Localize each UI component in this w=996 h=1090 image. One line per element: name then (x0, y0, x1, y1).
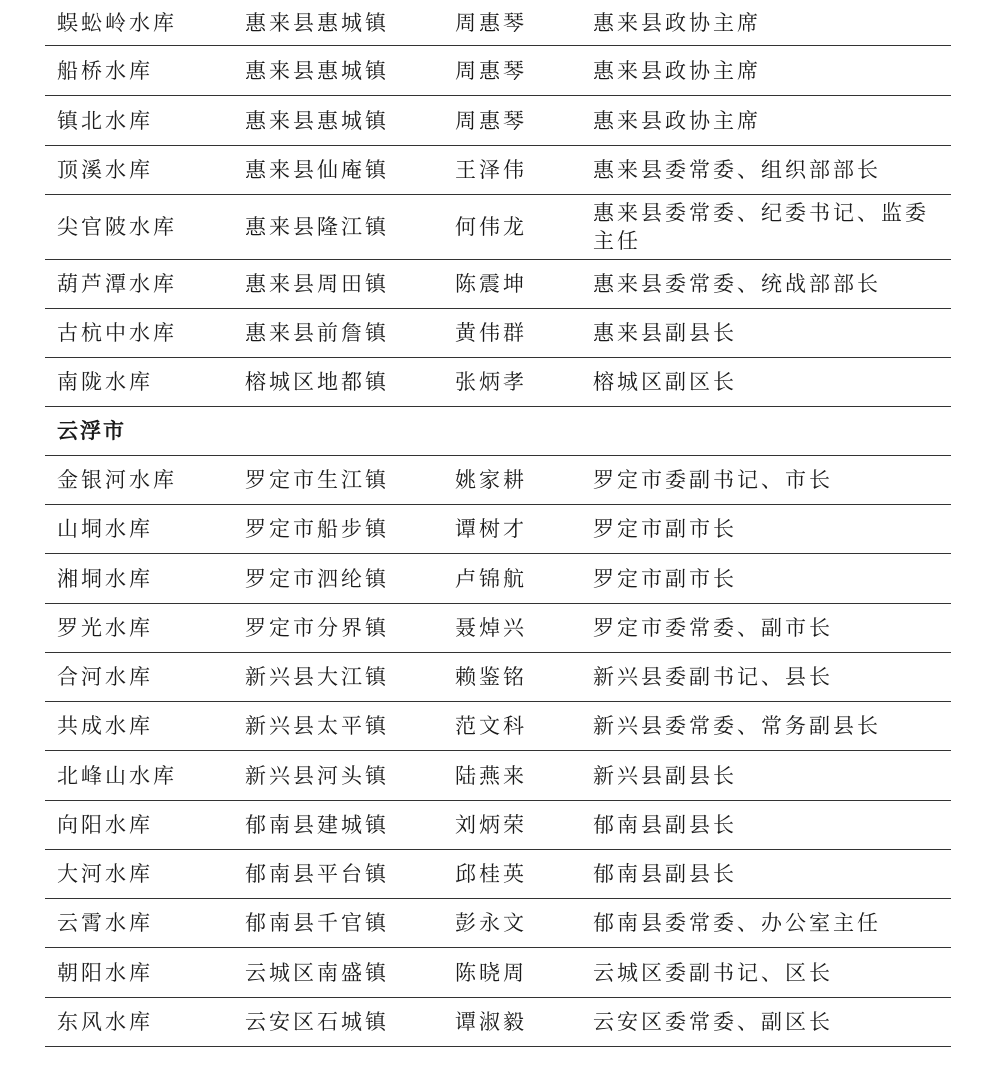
reservoir-name-cell: 罗光水库 (57, 616, 153, 640)
reservoir-name-cell: 云霄水库 (57, 911, 153, 935)
table-row (45, 554, 951, 604)
responsible-person-cell: 陈晓周 (455, 960, 527, 985)
position-cell: 惠来县政协主席 (593, 58, 761, 83)
table-row (45, 948, 951, 998)
location-cell: 惠来县惠城镇 (245, 10, 389, 35)
responsible-person-cell: 黄伟群 (455, 321, 527, 345)
table-row (45, 146, 951, 195)
position-cell: 惠来县委常委、纪委书记、监委主任 (593, 201, 929, 253)
reservoir-name-cell: 东风水库 (57, 1010, 153, 1034)
position-cell: 罗定市副市长 (593, 566, 737, 591)
reservoir-name-cell: 合河水库 (57, 665, 153, 689)
location-cell: 云安区石城镇 (245, 1010, 389, 1034)
reservoir-name-cell: 北峰山水库 (57, 763, 177, 788)
reservoir-name-cell: 葫芦潭水库 (57, 272, 177, 296)
location-cell: 惠来县惠城镇 (245, 108, 389, 133)
table-row (45, 505, 951, 554)
position-cell: 罗定市副市长 (593, 517, 737, 541)
location-cell: 罗定市分界镇 (245, 616, 389, 640)
position-cell: 郁南县副县长 (593, 813, 737, 837)
table-row (45, 604, 951, 653)
table-row (45, 195, 951, 260)
reservoir-name-cell: 朝阳水库 (57, 960, 153, 985)
position-cell: 新兴县委常委、常务副县长 (593, 714, 881, 738)
reservoir-name-cell: 山垌水库 (57, 517, 153, 541)
responsible-person-cell: 赖鉴铭 (455, 665, 527, 689)
location-cell: 惠来县周田镇 (245, 272, 389, 296)
responsible-person-cell: 邱桂英 (455, 862, 527, 886)
reservoir-name-cell: 船桥水库 (57, 58, 153, 83)
location-cell: 新兴县河头镇 (245, 763, 389, 788)
position-cell: 惠来县委常委、统战部部长 (593, 272, 881, 296)
table-row (45, 801, 951, 850)
table-row (45, 46, 951, 96)
position-cell: 惠来县政协主席 (593, 108, 761, 133)
reservoir-responsibility-table (45, 0, 951, 1047)
location-cell: 罗定市船步镇 (245, 517, 389, 541)
responsible-person-cell: 聂焯兴 (455, 616, 527, 640)
position-cell: 云城区委副书记、区长 (593, 960, 833, 985)
position-cell: 罗定市委常委、副市长 (593, 616, 833, 640)
responsible-person-cell: 王泽伟 (455, 158, 527, 182)
table-row (45, 260, 951, 309)
table-row (45, 0, 951, 46)
table-row (45, 751, 951, 801)
table-row (45, 96, 951, 146)
responsible-person-cell: 范文科 (455, 714, 527, 738)
location-cell: 郁南县建城镇 (245, 813, 389, 837)
responsible-person-cell: 周惠琴 (455, 10, 527, 35)
location-cell: 惠来县隆江镇 (245, 215, 389, 239)
location-cell: 罗定市生江镇 (245, 468, 389, 492)
location-cell: 郁南县千官镇 (245, 911, 389, 935)
reservoir-name-cell: 尖官陂水库 (57, 215, 177, 239)
reservoir-name-cell: 向阳水库 (57, 813, 153, 837)
position-cell: 罗定市委副书记、市长 (593, 468, 833, 492)
table-row (45, 850, 951, 899)
reservoir-name-cell: 大河水库 (57, 862, 153, 886)
reservoir-name-cell: 共成水库 (57, 714, 153, 738)
table-row (45, 358, 951, 407)
table-row (45, 998, 951, 1047)
position-cell: 惠来县委常委、组织部部长 (593, 158, 881, 182)
table-row (45, 309, 951, 358)
position-cell: 榕城区副区长 (593, 370, 737, 394)
table-row (45, 653, 951, 702)
responsible-person-cell: 陈震坤 (455, 272, 527, 296)
table-row (45, 702, 951, 751)
responsible-person-cell: 姚家耕 (455, 468, 527, 492)
responsible-person-cell: 周惠琴 (455, 108, 527, 133)
group-title: 云浮市 (57, 419, 126, 443)
position-cell: 郁南县委常委、办公室主任 (593, 911, 881, 935)
location-cell: 郁南县平台镇 (245, 862, 389, 886)
reservoir-name-cell: 古杭中水库 (57, 321, 177, 345)
location-cell: 新兴县太平镇 (245, 714, 389, 738)
responsible-person-cell: 张炳孝 (455, 370, 527, 394)
location-cell: 榕城区地都镇 (245, 370, 389, 394)
location-cell: 惠来县前詹镇 (245, 321, 389, 345)
position-cell: 新兴县委副书记、县长 (593, 665, 833, 689)
reservoir-name-cell: 顶溪水库 (57, 158, 153, 182)
group-header-row (45, 407, 951, 456)
position-cell: 惠来县副县长 (593, 321, 737, 345)
reservoir-name-cell: 镇北水库 (57, 108, 153, 133)
position-cell: 郁南县副县长 (593, 862, 737, 886)
responsible-person-cell: 谭淑毅 (455, 1010, 527, 1034)
reservoir-name-cell: 南陇水库 (57, 370, 153, 394)
responsible-person-cell: 刘炳荣 (455, 813, 527, 837)
table-row (45, 456, 951, 505)
reservoir-name-cell: 湘垌水库 (57, 566, 153, 591)
location-cell: 惠来县惠城镇 (245, 58, 389, 83)
location-cell: 惠来县仙庵镇 (245, 158, 389, 182)
position-cell: 新兴县副县长 (593, 763, 737, 788)
position-cell: 云安区委常委、副区长 (593, 1010, 833, 1034)
table-row (45, 899, 951, 948)
reservoir-name-cell: 蜈蚣岭水库 (57, 10, 177, 35)
location-cell: 新兴县大江镇 (245, 665, 389, 689)
responsible-person-cell: 周惠琴 (455, 58, 527, 83)
position-cell: 惠来县政协主席 (593, 10, 761, 35)
responsible-person-cell: 谭树才 (455, 517, 527, 541)
location-cell: 罗定市泗纶镇 (245, 566, 389, 591)
location-cell: 云城区南盛镇 (245, 960, 389, 985)
responsible-person-cell: 彭永文 (455, 911, 527, 935)
responsible-person-cell: 卢锦航 (455, 566, 527, 591)
responsible-person-cell: 何伟龙 (455, 215, 527, 239)
reservoir-name-cell: 金银河水库 (57, 468, 177, 492)
responsible-person-cell: 陆燕来 (455, 763, 527, 788)
